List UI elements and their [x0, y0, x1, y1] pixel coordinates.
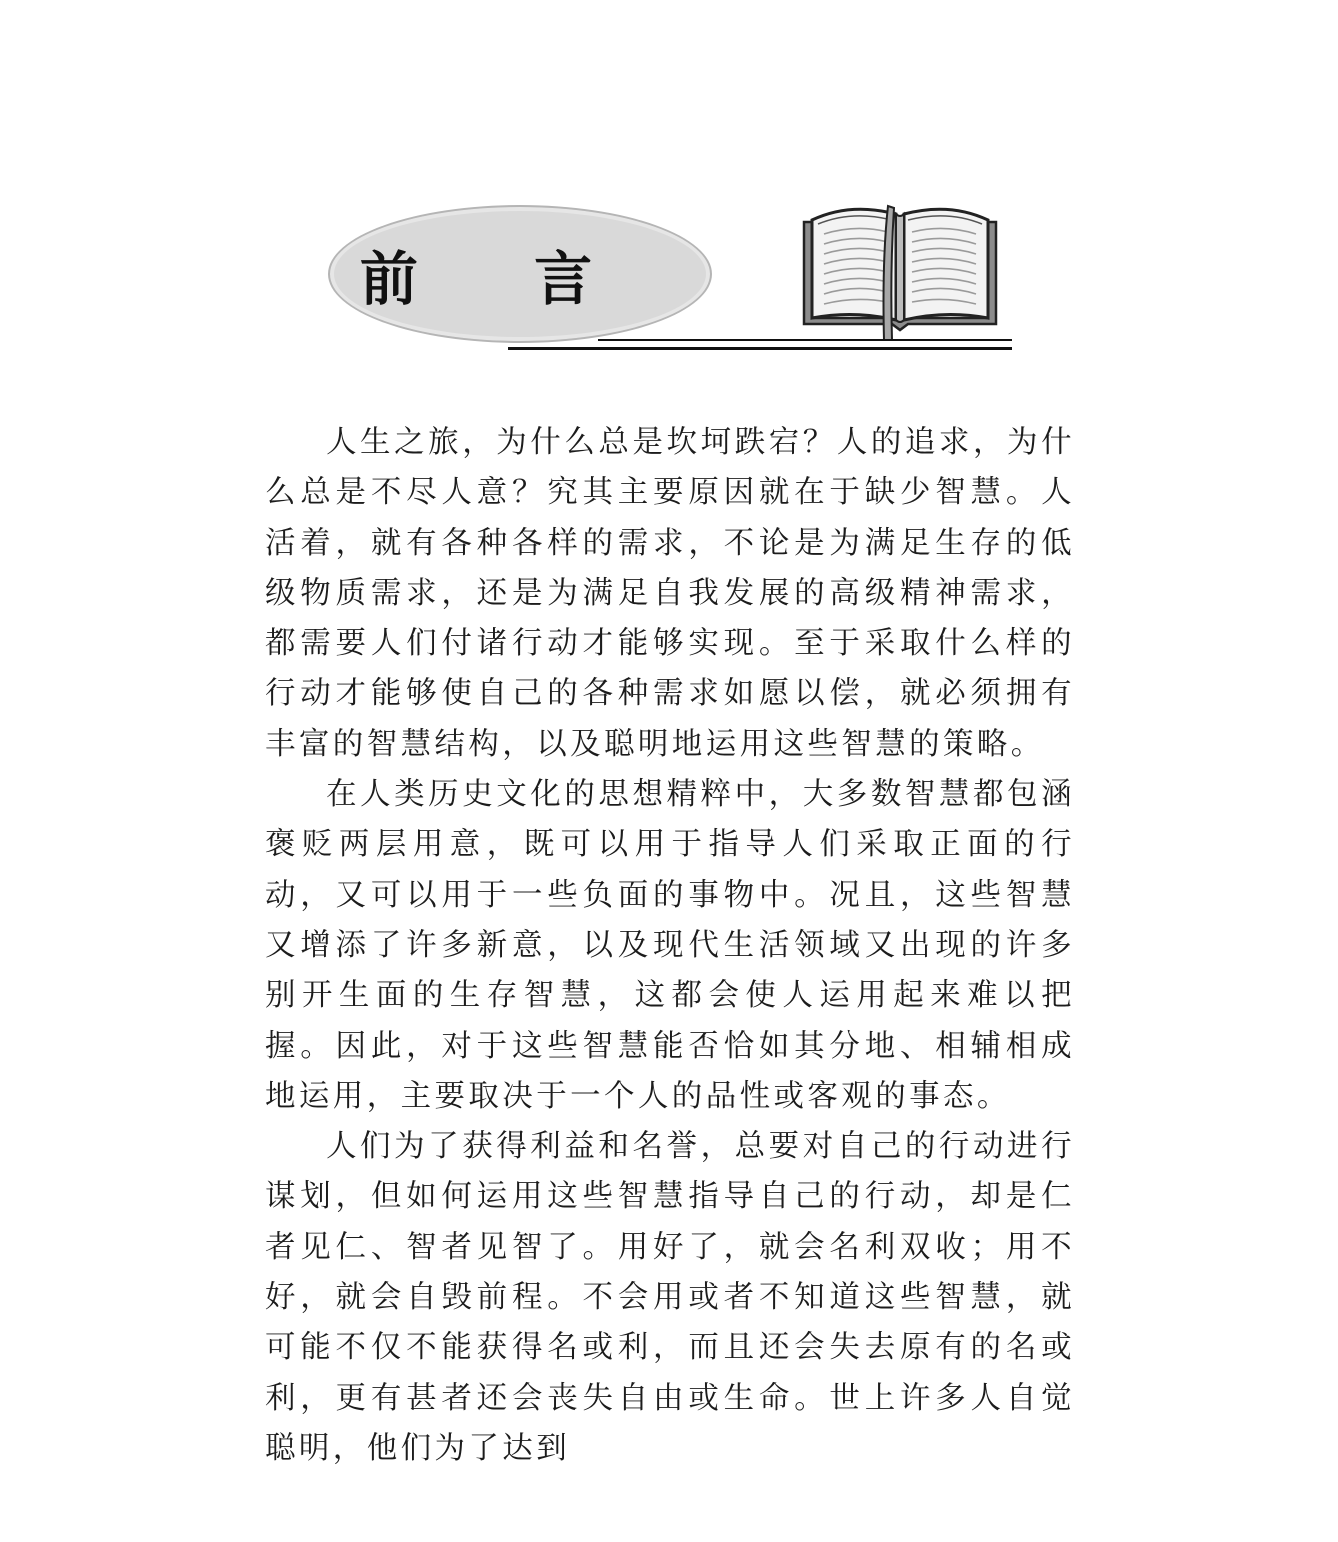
open-book-icon	[800, 200, 1000, 342]
page-title: 前 言	[359, 245, 641, 313]
paragraph-2: 在人类历史文化的思想精粹中，大多数智慧都包涵褒贬两层用意，既可以用于指导人们采取正面的行动，又可以用于一些负面的事物中。况且，这些智慧又增添了许多新意，以及现代生活领域又出现的许多别开生面的生存智慧，这都会使人运用起来难以把握。因此，对于这些智慧能否恰如其分地、相辅相成地运用，主要取决于一个人的品性或客观的事态。	[265, 777, 1075, 1114]
header-rule-thick	[508, 347, 1012, 350]
paragraph-3: 人们为了获得利益和名誉，总要对自己的行动进行谋划，但如何运用这些智慧指导自己的行动，却是仁者见仁、智者见智了。用好了，就会名利双收；用不好，就会自毁前程。不会用或者不知道这些智慧，就可能不仅不能获得名或利，而且还会失去原有的名或利，更有甚者还会丧失自由或生命。世上许多人自觉聪明，他们为了达到	[265, 1129, 1075, 1466]
preface-header	[0, 0, 1338, 360]
header-rule-thin	[598, 339, 1012, 341]
paragraph-1: 人生之旅，为什么总是坎坷跌宕？人的追求，为什么总是不尽人意？究其主要原因就在于缺少智慧。人活着，就有各种各样的需求，不论是为满足生存的低级物质需求，还是为满足自我发展的高级精神需求，都需要人们付诸行动才能够实现。至于采取什么样的行动才能够使自己的各种需求如愿以偿，就必须拥有丰富的智慧结构，以及聪明地运用这些智慧的策略。	[265, 425, 1075, 762]
preface-body	[265, 418, 1075, 1474]
